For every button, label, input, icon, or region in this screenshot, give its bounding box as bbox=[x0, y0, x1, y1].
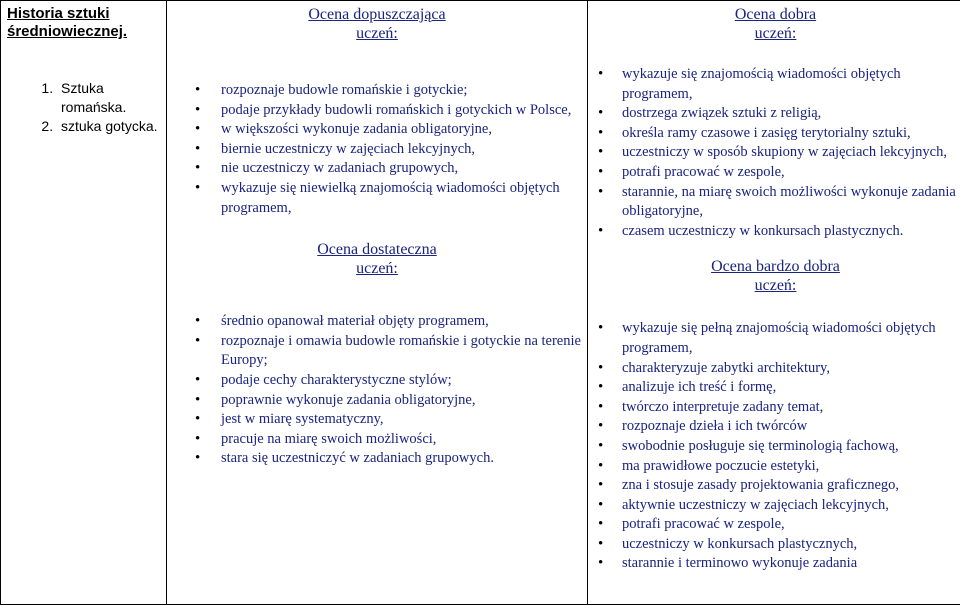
grade-subtitle: uczeń: bbox=[754, 277, 797, 295]
grade-heading-dostateczna bbox=[167, 240, 587, 278]
grade-heading-bardzo-dobra bbox=[588, 257, 960, 295]
list-item: • wykazuje się znajomością wiadomości objętych programem, bbox=[622, 65, 960, 104]
list-item: 1. Sztuka romańska. bbox=[57, 79, 166, 117]
grade-heading-dobra bbox=[588, 5, 960, 43]
topic-heading bbox=[1, 1, 166, 41]
list-item: • uczestniczy w sposób skupiony w zajęciach lekcyjnych, bbox=[622, 143, 960, 163]
list-item: • wykazuje się pełną znajomością wiadomości objętych programem, bbox=[622, 319, 960, 358]
list-item: • podaje przykłady budowli romańskich i gotyckich w Polsce, bbox=[221, 101, 587, 121]
list-item: 2. sztuka gotycka. bbox=[57, 117, 166, 136]
grades-high-cell bbox=[588, 1, 960, 605]
topic-heading-line1: Historia sztuki bbox=[7, 5, 110, 22]
list-item: • dostrzega związek sztuki z religią, bbox=[622, 104, 960, 124]
topic-cell bbox=[1, 1, 167, 605]
list-item: • uczestniczy w konkursach plastycznych, bbox=[622, 535, 960, 555]
criteria-list-dobra bbox=[588, 65, 960, 241]
list-item: • analizuje ich treść i formę, bbox=[622, 378, 960, 398]
list-item: • potrafi pracować w zespole, bbox=[622, 163, 960, 183]
list-item: • ma prawidłowe poczucie estetyki, bbox=[622, 457, 960, 477]
list-item: • starannie i terminowo wykonuje zadania bbox=[622, 554, 960, 574]
list-item: • rozpoznaje i omawia budowle romańskie i gotyckie na terenie Europy; bbox=[221, 332, 587, 371]
list-item: • pracuje na miarę swoich możliwości, bbox=[221, 430, 587, 450]
grade-subtitle: uczeń: bbox=[356, 260, 398, 278]
table-row bbox=[1, 1, 960, 605]
grade-heading-dopuszczajaca bbox=[167, 5, 587, 43]
criteria-list-dostateczna bbox=[167, 312, 587, 469]
list-item: • czasem uczestniczy w konkursach plastycznych. bbox=[622, 222, 960, 242]
list-item: • wykazuje się niewielką znajomością wiadomości objętych programem, bbox=[221, 179, 587, 218]
list-item: • w większości wykonuje zadania obligatoryjne, bbox=[221, 120, 587, 140]
list-item: • rozpoznaje dzieła i ich twórców bbox=[622, 417, 960, 437]
list-item: • stara się uczestniczyć w zadaniach grupowych. bbox=[221, 449, 587, 469]
list-item: • charakteryzuje zabytki architektury, bbox=[622, 359, 960, 379]
list-item: • swobodnie posługuje się terminologią fachową, bbox=[622, 437, 960, 457]
list-item: • średnio opanował materiał objęty programem, bbox=[221, 312, 587, 332]
list-item: • określa ramy czasowe i zasięg terytorialny sztuki, bbox=[622, 124, 960, 144]
grade-title: Ocena dobra bbox=[734, 6, 817, 23]
list-item: • rozpoznaje budowle romańskie i gotyckie; bbox=[221, 81, 587, 101]
list-item: • aktywnie uczestniczy w zajęciach lekcyjnych, bbox=[622, 496, 960, 516]
topic-list bbox=[1, 79, 166, 136]
topic-heading-line2: średniowiecznej. bbox=[7, 23, 128, 40]
criteria-list-bardzo-dobra bbox=[588, 319, 960, 574]
criteria-list-dopuszczajaca bbox=[167, 81, 587, 218]
list-item: • twórczo interpretuje zadany temat, bbox=[622, 398, 960, 418]
grade-title: Ocena dostateczna bbox=[317, 241, 437, 259]
list-item: • poprawnie wykonuje zadania obligatoryjne, bbox=[221, 391, 587, 411]
grade-title: Ocena dopuszczająca bbox=[308, 6, 446, 23]
grade-subtitle: uczeń: bbox=[754, 25, 797, 42]
grades-low-cell bbox=[167, 1, 588, 605]
list-item: • starannie, na miarę swoich możliwości wykonuje zadania obligatoryjne, bbox=[622, 183, 960, 222]
list-item: • zna i stosuje zasady projektowania graficznego, bbox=[622, 476, 960, 496]
grade-subtitle: uczeń: bbox=[356, 25, 398, 42]
list-item: • potrafi pracować w zespole, bbox=[622, 515, 960, 535]
list-item: • biernie uczestniczy w zajęciach lekcyjnych, bbox=[221, 140, 587, 160]
grade-title: Ocena bardzo dobra bbox=[711, 258, 840, 276]
list-item: • jest w miarę systematyczny, bbox=[221, 410, 587, 430]
list-item: • nie uczestniczy w zadaniach grupowych, bbox=[221, 159, 587, 179]
list-item: • podaje cechy charakterystyczne stylów; bbox=[221, 371, 587, 391]
